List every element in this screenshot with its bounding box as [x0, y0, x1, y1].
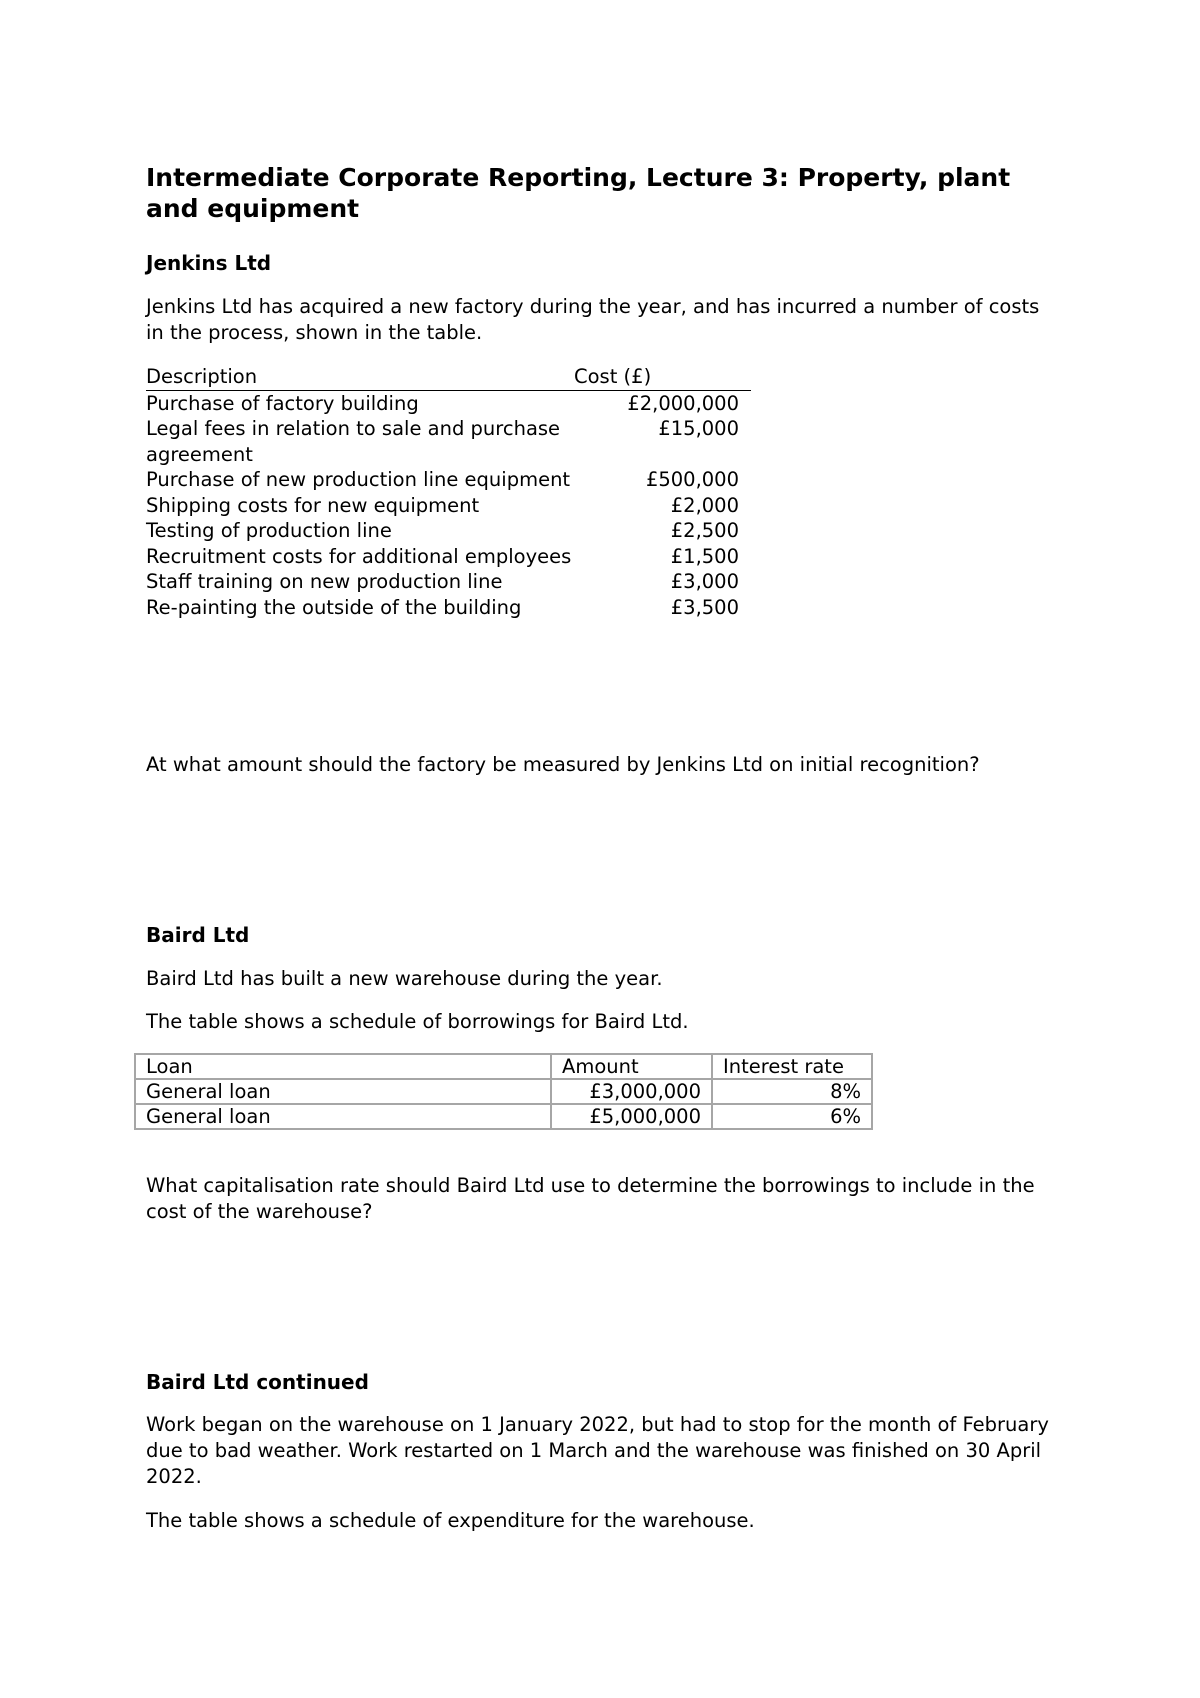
table-row: [146, 493, 751, 519]
row-cost: £2,000,000: [627, 391, 739, 415]
jenkins-intro: Jenkins Ltd has acquired a new factory during the year, and has incurred a number of costs in the process, shown in the table.: [146, 295, 1040, 344]
baird-heading: Baird Ltd: [146, 923, 250, 947]
row-description: Staff training on new production line: [146, 570, 503, 593]
row-cost: £3,500: [670, 595, 739, 619]
table-row: [146, 518, 751, 544]
baird-intro: Baird Ltd has built a new warehouse during the year.: [146, 967, 663, 990]
row-amount: £3,000,000: [551, 1079, 712, 1104]
table-row: [146, 390, 751, 416]
row-description: Testing of production line: [146, 519, 392, 542]
baird-question: What capitalisation rate should Baird Ltd use to determine the borrowings to include in the cost of the warehouse?: [146, 1174, 1035, 1223]
row-cost: £3,000: [670, 570, 739, 593]
baird-borrowings-table: [134, 1053, 873, 1130]
jenkins-question: At what amount should the factory be measured by Jenkins Ltd on initial recognition?: [146, 753, 980, 776]
row-cost: £1,500: [670, 544, 739, 568]
row-interest-rate: 8%: [712, 1079, 872, 1104]
jenkins-heading: Jenkins Ltd: [146, 251, 272, 275]
row-loan: General loan: [135, 1079, 551, 1104]
row-description: Purchase of new production line equipment: [146, 468, 571, 491]
row-description: Legal fees in relation to sale and purchase agreement: [146, 417, 561, 466]
table-row: [135, 1079, 872, 1104]
baird-continued-heading: Baird Ltd continued: [146, 1370, 369, 1394]
row-description: Re-painting the outside of the building: [146, 595, 522, 619]
row-description: Purchase of factory building: [146, 391, 419, 415]
baird-table-intro: The table shows a schedule of borrowings for Baird Ltd.: [146, 1010, 689, 1033]
table-row: [135, 1104, 872, 1129]
row-cost: £2,000: [670, 493, 739, 517]
table-row: [146, 569, 751, 595]
row-amount: £5,000,000: [551, 1104, 712, 1129]
column-header-description: Description: [146, 364, 574, 390]
table-row: [146, 595, 751, 621]
table-row: [146, 467, 751, 493]
jenkins-cost-table: [146, 364, 751, 620]
page-title: Intermediate Corporate Reporting, Lecture 3: Property, plant and equipment: [146, 163, 1011, 223]
row-description: Shipping costs for new equipment: [146, 493, 480, 517]
table-row: [146, 544, 751, 570]
column-header-cost: Cost (£): [574, 364, 751, 390]
table-header-row: [135, 1054, 872, 1079]
baird-continued-table-intro: The table shows a schedule of expenditure for the warehouse.: [146, 1509, 755, 1532]
row-interest-rate: 6%: [712, 1104, 872, 1129]
row-description: Recruitment costs for additional employees: [146, 544, 572, 568]
column-header-amount: Amount: [551, 1054, 712, 1079]
row-cost: £2,500: [670, 519, 739, 542]
column-header-loan: Loan: [135, 1054, 551, 1079]
row-cost: £500,000: [645, 468, 739, 491]
row-loan: General loan: [135, 1104, 551, 1129]
baird-continued-paragraph: Work began on the warehouse on 1 January 2022, but had to stop for the month of February due to bad weather. Work restarted on 1 March and the warehouse was finished on 30 April 2022.: [146, 1413, 1049, 1488]
table-row: [146, 416, 751, 467]
column-header-interest-rate: Interest rate: [712, 1054, 872, 1079]
row-cost: £15,000: [658, 417, 739, 440]
table-header-row: [146, 364, 751, 390]
